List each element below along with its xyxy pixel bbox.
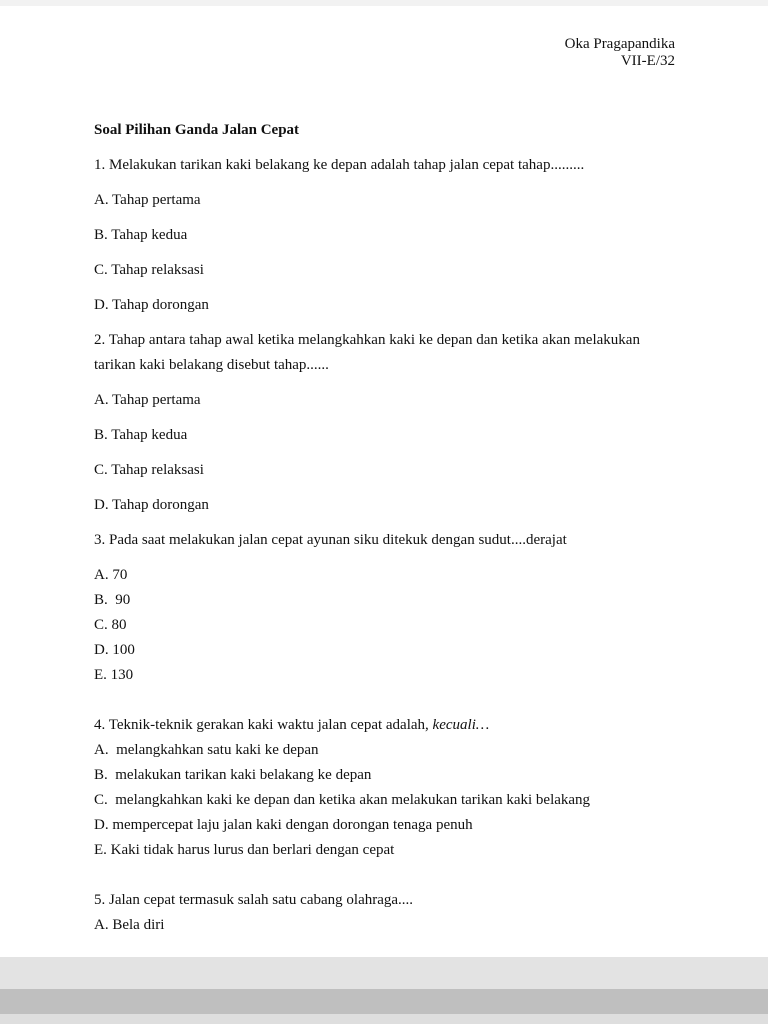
question-3-option-e: E. 130 xyxy=(94,667,134,683)
question-2: 2. Tahap antara tahap awal ketika melangkahkan kaki ke depan dan ketika akan melakukan tarikan kaki belakang disebut tahap...... xyxy=(94,332,644,373)
question-3-option-a: A. 70 xyxy=(94,567,128,583)
question-4-option-a: A. melangkahkan satu kaki ke depan xyxy=(94,742,319,758)
question-2-option-b: B. Tahap kedua xyxy=(94,427,188,443)
class-id: VII-E/32 xyxy=(620,53,675,69)
question-2-option-d: D. Tahap dorongan xyxy=(94,497,209,513)
question-2-option-c: C. Tahap relaksasi xyxy=(94,462,204,478)
question-3-option-b: B. 90 xyxy=(94,592,131,608)
question-5-option-a: A. Bela diri xyxy=(94,917,165,933)
question-4-text: 4. Teknik-teknik gerakan kaki waktu jalan cepat adalah, xyxy=(94,717,433,733)
question-1-option-c: C. Tahap relaksasi xyxy=(94,262,204,278)
question-4-option-d: D. mempercepat laju jalan kaki dengan dorongan tenaga penuh xyxy=(94,817,473,833)
question-4 xyxy=(94,713,676,738)
page-header xyxy=(565,36,675,70)
question-1-option-b: B. Tahap kedua xyxy=(94,227,188,243)
page-top-edge xyxy=(0,0,768,6)
question-1-option-d: D. Tahap dorongan xyxy=(94,297,209,313)
question-3: 3. Pada saat melakukan jalan cepat ayunan siku ditekuk dengan sudut....derajat xyxy=(94,532,567,548)
question-2-option-a: A. Tahap pertama xyxy=(94,392,201,408)
page-bottom-edge-dark xyxy=(0,989,768,1014)
question-3-option-c: C. 80 xyxy=(94,617,127,633)
question-4-italic-word: kecuali… xyxy=(432,717,490,733)
author-name: Oka Pragapandika xyxy=(564,36,675,52)
question-1-option-a: A. Tahap pertama xyxy=(94,192,201,208)
question-3-option-d: D. 100 xyxy=(94,642,135,658)
document-body xyxy=(94,118,676,938)
document-title: Soal Pilihan Ganda Jalan Cepat xyxy=(94,122,300,138)
question-5: 5. Jalan cepat termasuk salah satu cabang olahraga.... xyxy=(94,892,414,908)
question-4-option-b: B. melakukan tarikan kaki belakang ke depan xyxy=(94,767,372,783)
page-bottom-edge xyxy=(0,957,768,989)
question-4-option-c: C. melangkahkan kaki ke depan dan ketika akan melakukan tarikan kaki belakang xyxy=(94,792,591,808)
question-4-option-e: E. Kaki tidak harus lurus dan berlari dengan cepat xyxy=(94,842,395,858)
question-1: 1. Melakukan tarikan kaki belakang ke depan adalah tahap jalan cepat tahap......... xyxy=(94,157,585,173)
page-bottom-edge-light xyxy=(0,1014,768,1024)
